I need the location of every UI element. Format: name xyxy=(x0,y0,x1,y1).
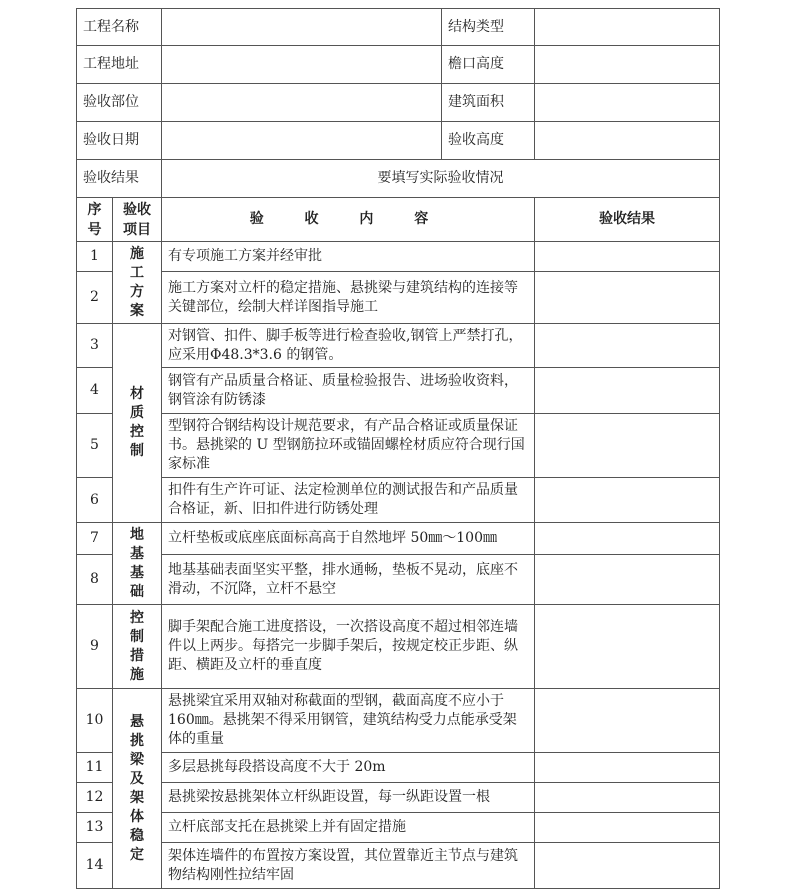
eave-height-field[interactable] xyxy=(535,46,720,84)
row-number: 7 xyxy=(77,523,113,555)
content-header: 验 收 内 容 xyxy=(162,198,535,242)
table-row xyxy=(77,414,720,478)
project-name-field[interactable] xyxy=(162,9,442,46)
row-content: 立杆底部支托在悬挑梁上并有固定措施 xyxy=(162,813,535,843)
row-content: 对钢管、扣件、脚手板等进行检查验收,钢管上严禁打孔，应采用Φ48.3*3.6 的钢管。 xyxy=(162,324,535,368)
row-number: 11 xyxy=(77,753,113,783)
row-number: 10 xyxy=(77,689,113,753)
row-content: 钢管有产品质量合格证、质量检验报告、进场验收资料，钢管涂有防锈漆 xyxy=(162,368,535,414)
acceptance-part-label: 验收部位 xyxy=(77,84,162,122)
row-content: 型钢符合钢结构设计规范要求，有产品合格证或质量保证书。悬挑梁的 U 型钢筋拉环或锚固螺栓材质应符合现行国家标准 xyxy=(162,414,535,478)
row-number: 9 xyxy=(77,605,113,689)
acceptance-part-field[interactable] xyxy=(162,84,442,122)
project-name-label: 工程名称 xyxy=(77,9,162,46)
item-header: 验收项目 xyxy=(113,198,162,242)
eave-height-label: 檐口高度 xyxy=(442,46,535,84)
row-result-field[interactable] xyxy=(535,689,720,753)
row-number: 3 xyxy=(77,324,113,368)
project-address-field[interactable] xyxy=(162,46,442,84)
row-content: 立杆垫板或底座底面标高高于自然地坪 50㎜～100㎜ xyxy=(162,523,535,555)
row-number: 8 xyxy=(77,555,113,605)
building-area-label: 建筑面积 xyxy=(442,84,535,122)
row-result-field[interactable] xyxy=(535,478,720,523)
row-content: 脚手架配合施工进度搭设，一次搭设高度不超过相邻连墙件以上两步。每搭完一步脚手架后，按规定校正步距、纵距、横距及立杆的垂直度 xyxy=(162,605,535,689)
table-row xyxy=(77,783,720,813)
row-content: 地基基础表面坚实平整，排水通畅，垫板不晃动，底座不滑动，不沉降，立杆不悬空 xyxy=(162,555,535,605)
row-result-field[interactable] xyxy=(535,605,720,689)
row-content: 施工方案对立杆的稳定措施、悬挑梁与建筑结构的连接等关键部位，绘制大样详图指导施工 xyxy=(162,272,535,324)
acceptance-date-field[interactable] xyxy=(162,122,442,160)
row-result-field[interactable] xyxy=(535,414,720,478)
result-header: 验收结果 xyxy=(535,198,720,242)
row-content: 扣件有生产许可证、法定检测单位的测试报告和产品质量合格证，新、旧扣件进行防锈处理 xyxy=(162,478,535,523)
row-result-field[interactable] xyxy=(535,523,720,555)
row-number: 4 xyxy=(77,368,113,414)
table-row xyxy=(77,843,720,889)
project-address-label: 工程地址 xyxy=(77,46,162,84)
structure-type-field[interactable] xyxy=(535,9,720,46)
row-content: 有专项施工方案并经审批 xyxy=(162,242,535,272)
acceptance-form xyxy=(76,8,720,889)
row-result-field[interactable] xyxy=(535,783,720,813)
row-number: 12 xyxy=(77,783,113,813)
row-number: 6 xyxy=(77,478,113,523)
row-result-field[interactable] xyxy=(535,242,720,272)
table-row xyxy=(77,605,720,689)
group-construction-plan: 施工方案 xyxy=(113,242,162,324)
row-result-field[interactable] xyxy=(535,324,720,368)
structure-type-label: 结构类型 xyxy=(442,9,535,46)
row-result-field[interactable] xyxy=(535,555,720,605)
acceptance-height-field[interactable] xyxy=(535,122,720,160)
table-row xyxy=(77,272,720,324)
row-content: 悬挑梁宜采用双轴对称截面的型钢，截面高度不应小于160㎜。悬挑架不得采用钢管，建筑结构受力点能承受架体的重量 xyxy=(162,689,535,753)
table-row xyxy=(77,242,720,272)
row-number: 5 xyxy=(77,414,113,478)
row-result-field[interactable] xyxy=(535,813,720,843)
acceptance-result-note[interactable]: 要填写实际验收情况 xyxy=(162,160,720,198)
group-foundation: 地基基础 xyxy=(113,523,162,605)
table-row xyxy=(77,324,720,368)
row-number: 2 xyxy=(77,272,113,324)
row-number: 14 xyxy=(77,843,113,889)
building-area-field[interactable] xyxy=(535,84,720,122)
seq-header: 序号 xyxy=(77,198,113,242)
acceptance-height-label: 验收高度 xyxy=(442,122,535,160)
group-control-measures: 控制措施 xyxy=(113,605,162,689)
group-material-control: 材质控制 xyxy=(113,324,162,523)
row-content: 悬挑梁按悬挑架体立杆纵距设置，每一纵距设置一根 xyxy=(162,783,535,813)
row-number: 1 xyxy=(77,242,113,272)
row-result-field[interactable] xyxy=(535,368,720,414)
row-result-field[interactable] xyxy=(535,843,720,889)
row-number: 13 xyxy=(77,813,113,843)
group-cantilever-stability: 悬挑梁及架体稳定 xyxy=(113,689,162,889)
table-row xyxy=(77,523,720,555)
table-row xyxy=(77,555,720,605)
row-content: 架体连墙件的布置按方案设置，其位置靠近主节点与建筑物结构刚性拉结牢固 xyxy=(162,843,535,889)
table-row xyxy=(77,689,720,753)
acceptance-result-label: 验收结果 xyxy=(77,160,162,198)
table-row xyxy=(77,813,720,843)
acceptance-date-label: 验收日期 xyxy=(77,122,162,160)
row-content: 多层悬挑每段搭设高度不大于 20m xyxy=(162,753,535,783)
row-result-field[interactable] xyxy=(535,272,720,324)
table-row xyxy=(77,753,720,783)
table-row xyxy=(77,478,720,523)
table-row xyxy=(77,368,720,414)
row-result-field[interactable] xyxy=(535,753,720,783)
